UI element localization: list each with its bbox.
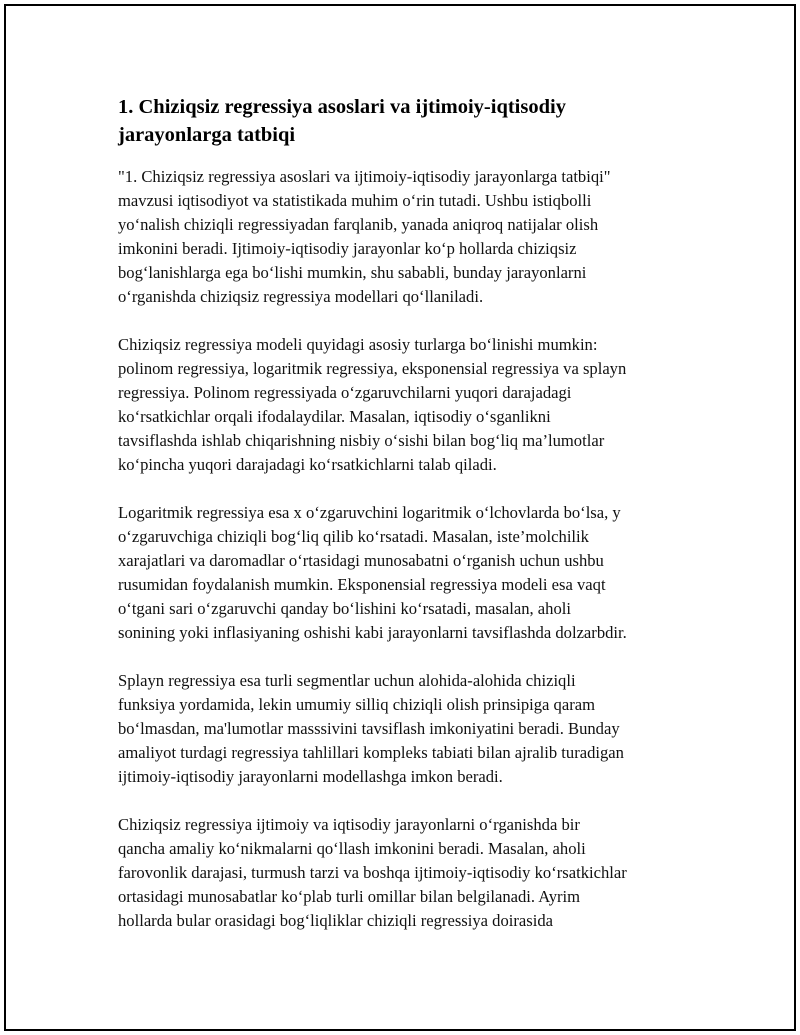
document-body	[118, 93, 684, 957]
text-line: Chiziqsiz regressiya ijtimoiy va iqtisodiy jarayonlarni o‘rganishda bir	[118, 815, 580, 834]
paragraph-5	[118, 813, 684, 933]
paragraph-2	[118, 333, 684, 477]
text-line: polinom regressiya, logaritmik regressiya, eksponensial regressiya va splayn	[118, 359, 627, 378]
text-line: xarajatlari va daromadlar o‘rtasidagi munosabatni o‘rganish uchun ushbu	[118, 551, 604, 570]
text-line: rusumidan foydalanish mumkin. Eksponensial regressiya modeli esa vaqt	[118, 575, 606, 594]
text-line: funksiya yordamida, lekin umumiy silliq chiziqli olish prinsipiga qaram	[118, 695, 595, 714]
title-line: 1. Chiziqsiz regressiya asoslari va ijtimoiy-iqtisodiy	[118, 96, 566, 118]
paragraph-1	[118, 165, 684, 309]
text-line: qancha amaliy ko‘nikmalarni qo‘llash imkonini beradi. Masalan, aholi	[118, 839, 586, 858]
text-line: bo‘lmasdan, ma'lumotlar masssivini tavsiflash imkoniyatini beradi. Bunday	[118, 719, 620, 738]
text-line: o‘zgaruvchiga chiziqli bog‘liq qilib ko‘rsatadi. Masalan, iste’molchilik	[118, 527, 589, 546]
text-line: Logaritmik regressiya esa x o‘zgaruvchini logaritmik o‘lchovlarda bo‘lsa, y	[118, 503, 621, 522]
section-title	[118, 93, 684, 149]
text-line: amaliyot turdagi regressiya tahlillari kompleks tabiati bilan ajralib turadigan	[118, 743, 624, 762]
text-line: ko‘pincha yuqori darajadagi ko‘rsatkichlarni talab qiladi.	[118, 455, 497, 474]
text-line: ko‘rsatkichlar orqali ifodalaydilar. Masalan, iqtisodiy o‘sganlikni	[118, 407, 551, 426]
text-line: sonining yoki inflasiyaning oshishi kabi jarayonlarni tavsiflashda dolzarbdir.	[118, 623, 627, 642]
text-line: farovonlik darajasi, turmush tarzi va boshqa ijtimoiy-iqtisodiy ko‘rsatkichlar	[118, 863, 627, 882]
title-line: jarayonlarga tatbiqi	[118, 124, 296, 146]
text-line: Chiziqsiz regressiya modeli quyidagi asosiy turlarga bo‘linishi mumkin:	[118, 335, 598, 354]
text-line: bog‘lanishlarga ega bo‘lishi mumkin, shu sababli, bunday jarayonlarni	[118, 263, 587, 282]
text-line: o‘rganishda chiziqsiz regressiya modellari qo‘llaniladi.	[118, 287, 484, 306]
text-line: ortasidagi munosabatlar ko‘plab turli omillar bilan belgilanadi. Ayrim	[118, 887, 581, 906]
text-line: Splayn regressiya esa turli segmentlar uchun alohida-alohida chiziqli	[118, 671, 576, 690]
text-line: mavzusi iqtisodiyot va statistikada muhim o‘rin tutadi. Ushbu istiqbolli	[118, 191, 592, 210]
text-line: regressiya. Polinom regressiyada o‘zgaruvchilarni yuqori darajadagi	[118, 383, 572, 402]
paragraph-4	[118, 669, 684, 789]
text-line: imkonini beradi. Ijtimoiy-iqtisodiy jarayonlar ko‘p hollarda chiziqsiz	[118, 239, 577, 258]
text-line: ijtimoiy-iqtisodiy jarayonlarni modellashga imkon beradi.	[118, 767, 503, 786]
text-line: hollarda bular orasidagi bog‘liqliklar chiziqli regressiya doirasida	[118, 911, 553, 930]
text-line: o‘tgani sari o‘zgaruvchi qanday bo‘lishini ko‘rsatadi, masalan, aholi	[118, 599, 571, 618]
text-line: yo‘nalish chiziqli regressiyadan farqlanib, yanada aniqroq natijalar olish	[118, 215, 599, 234]
text-line: "1. Chiziqsiz regressiya asoslari va ijtimoiy-iqtisodiy jarayonlarga tatbiqi"	[118, 167, 611, 186]
text-line: tavsiflashda ishlab chiqarishning nisbiy o‘sishi bilan bog‘liq ma’lumotlar	[118, 431, 605, 450]
paragraph-3	[118, 501, 684, 645]
